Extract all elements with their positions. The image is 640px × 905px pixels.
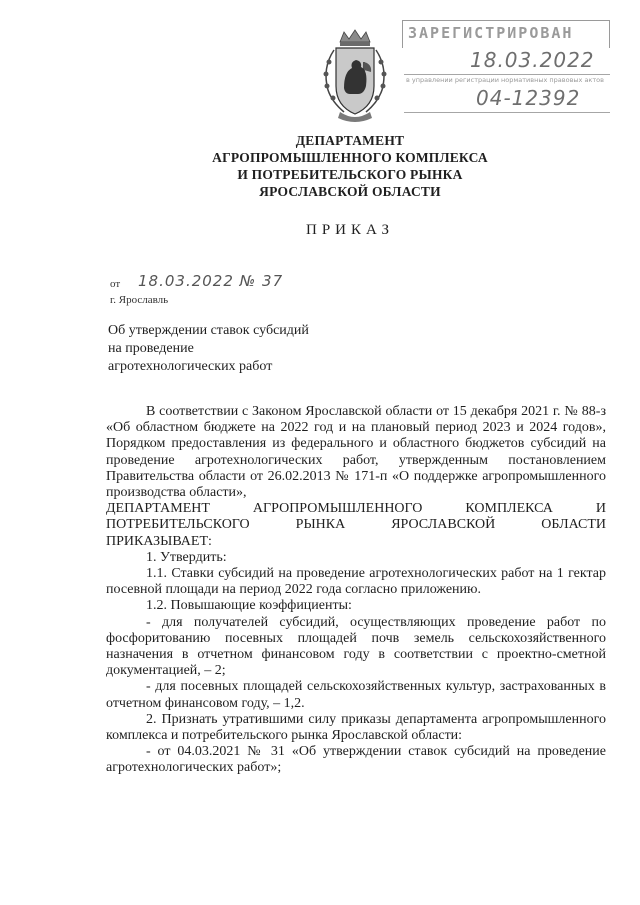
coefficient-1: - для получателей субсидий, осуществляющих проведение работ по фосфоритованию посевных площадей почв земель сельскохозяйственного назначения в отчетном финансовом году в соответствии с проектно-сметной документацией, – 2; [106, 614, 606, 679]
preamble-paragraph: В соответствии с Законом Ярославской области от 15 декабря 2021 г. № 88-з «Об областном бюджете на 2022 год и на плановый период 2023 и 2024 годов», Порядком предоставления из федерального и областного бюджетов субсидий на проведение агротехнологических работ, утвержденным постановлением Правительства области от 26.02.2013 № 171-п «О поддержке агропромышленного производства области», [106, 404, 606, 501]
registration-stamp [402, 20, 614, 116]
item-2-a: - от 04.03.2021 № 31 «Об утверждении ставок субсидий на проведение агротехнологических работ»; [106, 744, 606, 776]
department-caps-line: ПОТРЕБИТЕЛЬСКОГО РЫНКА ЯРОСЛАВСКОЙ ОБЛАСТИ [106, 517, 606, 533]
subject-line: агротехнологических работ [108, 359, 273, 374]
coat-of-arms-emblem [314, 28, 396, 126]
item-1-1: 1.1. Ставки субсидий на проведение агротехнологических работ на 1 гектар посевной площади на период 2022 года согласно приложению. [106, 566, 606, 598]
stamp-date: 18.03.2022 [470, 48, 595, 72]
coefficient-2: - для посевных площадей сельскохозяйственных культур, застрахованных в отчетном финансовом году, – 1,2. [106, 679, 606, 711]
stamp-caption: в управлении регистрации нормативных правовых актов [406, 76, 604, 84]
order-date-number: 18.03.2022 № 37 [138, 272, 284, 290]
department-name-line: И ПОТРЕБИТЕЛЬСКОГО РЫНКА [237, 167, 463, 182]
item-1-2: 1.2. Повышающие коэффициенты: [146, 598, 352, 614]
order-city: г. Ярославль [110, 294, 169, 306]
item-2: 2. Признать утратившими силу приказы департамента агропромышленного комплекса и потребительского рынка Ярославской области: [106, 711, 606, 744]
department-name-line: ДЕПАРТАМЕНТ [295, 133, 405, 148]
stamp-registration-number: 04-12392 [476, 86, 581, 110]
subject-line: на проведение [108, 341, 194, 356]
item-1: 1. Утвердить: [146, 549, 227, 565]
stamp-divider [404, 112, 610, 113]
subject-line: Об утверждении ставок субсидий [108, 323, 309, 338]
order-subject [108, 322, 408, 376]
department-name [140, 132, 560, 200]
department-name-line: АГРОПРОМЫШЛЕННОГО КОМПЛЕКСА [212, 150, 488, 165]
order-from-label: от [110, 278, 121, 290]
department-caps-line: ДЕПАРТАМЕНТ АГРОПРОМЫШЛЕННОГО КОМПЛЕКСА И [106, 501, 606, 517]
document-title: ПРИКАЗ [306, 222, 394, 238]
orders-word: ПРИКАЗЫВАЕТ: [106, 533, 212, 549]
stamp-header: ЗАРЕГИСТРИРОВАН [408, 24, 574, 42]
department-name-line: ЯРОСЛАВСКОЙ ОБЛАСТИ [259, 184, 441, 199]
stamp-divider [404, 74, 610, 75]
order-body [106, 404, 606, 777]
